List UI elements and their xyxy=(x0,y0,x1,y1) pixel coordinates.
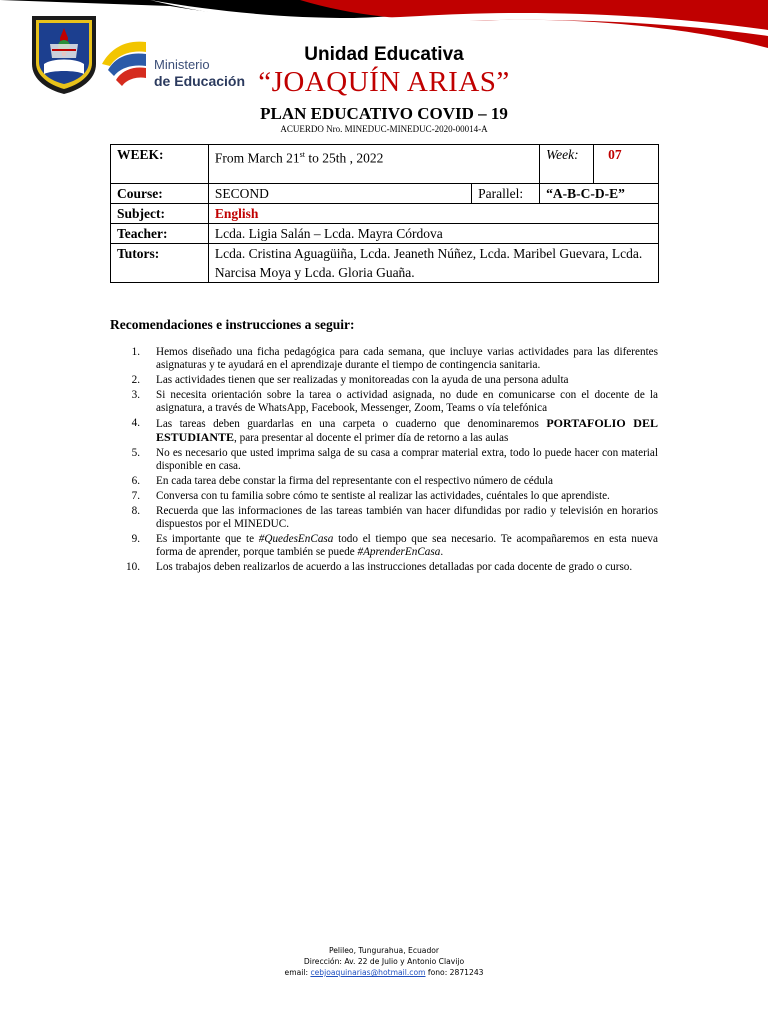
portafolio-bold: PORTAFOLIO DEL ESTUDIANTE xyxy=(156,415,658,445)
list-item: No es necesario que usted imprima salga de su casa a comprar material extra, todo lo puede hacer con material disponible en casa. xyxy=(156,447,658,473)
list-item xyxy=(130,533,658,560)
list-item: En cada tarea debe constar la firma del representante con el respectivo número de cédula xyxy=(156,475,553,488)
plan-title: PLAN EDUCATIVO COVID – 19 xyxy=(260,104,508,123)
course-row xyxy=(111,184,659,204)
week-to: to 25th , 2022 xyxy=(304,150,384,166)
course-label: Course: xyxy=(111,184,209,204)
footer-contact xyxy=(0,967,768,978)
info-table xyxy=(110,144,659,283)
teacher-label: Teacher: xyxy=(111,224,209,244)
subject-row xyxy=(111,204,659,224)
hashtag-aprender: #AprenderEnCasa xyxy=(357,546,441,559)
item4-text-a: Las tareas deben guardarlas en una carpeta o cuaderno que denominaremos xyxy=(156,417,547,430)
ministry-line2: de Educación xyxy=(154,73,246,89)
list-item xyxy=(130,417,658,446)
item4-text-c: , para presentar al docente el primer día de retorno a las aulas xyxy=(234,432,509,445)
acuerdo-line: ACUERDO Nro. MINEDUC-MINEDUC-2020-00014-A xyxy=(280,124,488,134)
week-sup: st xyxy=(299,150,305,159)
list-item: Las actividades tienen que ser realizadas y monitoreadas con la ayuda de una persona adulta xyxy=(156,374,569,387)
footer-email-link[interactable]: cebjoaquinarias@hotmail.com xyxy=(310,968,426,977)
week-row xyxy=(111,145,659,184)
footer-phone: fono: 2871243 xyxy=(425,968,484,977)
week-number-label: Week: xyxy=(540,145,594,184)
item9-text-c: todo el tiempo que sea necesario. Te acompañaremos en esta nueva forma de aprender, porque también se puede xyxy=(156,532,658,559)
list-item: Conversa con tu familia sobre cómo te sentiste al realizar las actividades, cuéntales lo que aprendiste. xyxy=(156,489,610,502)
parallel-value: “A-B-C-D-E” xyxy=(540,184,659,204)
list-item: Hemos diseñado una ficha pedagógica para cada semana, que incluye varias actividades para las diferentes asignaturas y te ayudará en el aprendizaje durante el tiempo de contingencia sanitaria. xyxy=(156,346,658,372)
footer-address: Dirección: Av. 22 de Julio y Antonio Clavijo xyxy=(303,957,465,966)
course-value: SECOND xyxy=(208,184,471,204)
week-dates xyxy=(208,145,539,184)
tutors-value: Lcda. Cristina Aguagüiña, Lcda. Jeaneth Núñez, Lcda. Maribel Guevara, Lcda. Narcisa Moya y Lcda. Gloria Guaña. xyxy=(208,244,658,283)
teacher-value: Lcda. Ligia Salán – Lcda. Mayra Córdova xyxy=(208,224,658,244)
hashtag-quedes: #QuedesEnCasa xyxy=(258,532,334,545)
subject-label: Subject: xyxy=(111,204,209,224)
list-item: Los trabajos deben realizarlos de acuerdo a las instrucciones detalladas por cada docente de grado o curso. xyxy=(156,560,633,573)
teacher-row xyxy=(111,224,659,244)
parallel-label: Parallel: xyxy=(472,184,540,204)
unidad-educativa-title: Unidad Educativa xyxy=(304,44,464,65)
list-item: Si necesita orientación sobre la tarea o actividad asignada, no dude en comunicarse con el docente de la asignatura, a través de WhatsApp, Facebook, Messenger, Zoom, Teams o vía telefónica xyxy=(156,388,658,415)
week-label: WEEK: xyxy=(111,145,209,184)
tutors-row xyxy=(111,244,659,283)
list-item: Recuerda que las informaciones de las tareas también van hacer difundidas por radio y televisión en horarios dispuestos por el MINEDUC. xyxy=(156,504,658,531)
recommendations-title: Recomendaciones e instrucciones a seguir: xyxy=(110,317,355,332)
week-number: 07 xyxy=(594,145,659,184)
week-from: From March 21 xyxy=(214,150,300,166)
school-name: “JOAQUÍN ARIAS” xyxy=(258,66,510,98)
recommendations-list xyxy=(130,346,658,576)
footer-city: Pelileo, Tungurahua, Ecuador xyxy=(328,946,440,955)
subject-value: English xyxy=(208,204,658,224)
item9-text-a: Es importante que te xyxy=(156,532,259,545)
tutors-label: Tutors: xyxy=(111,244,209,283)
ministry-line1: Ministerio xyxy=(154,57,210,72)
footer-email-label: email: xyxy=(284,968,311,977)
footer xyxy=(0,945,768,978)
item9-text-e: . xyxy=(440,546,444,559)
